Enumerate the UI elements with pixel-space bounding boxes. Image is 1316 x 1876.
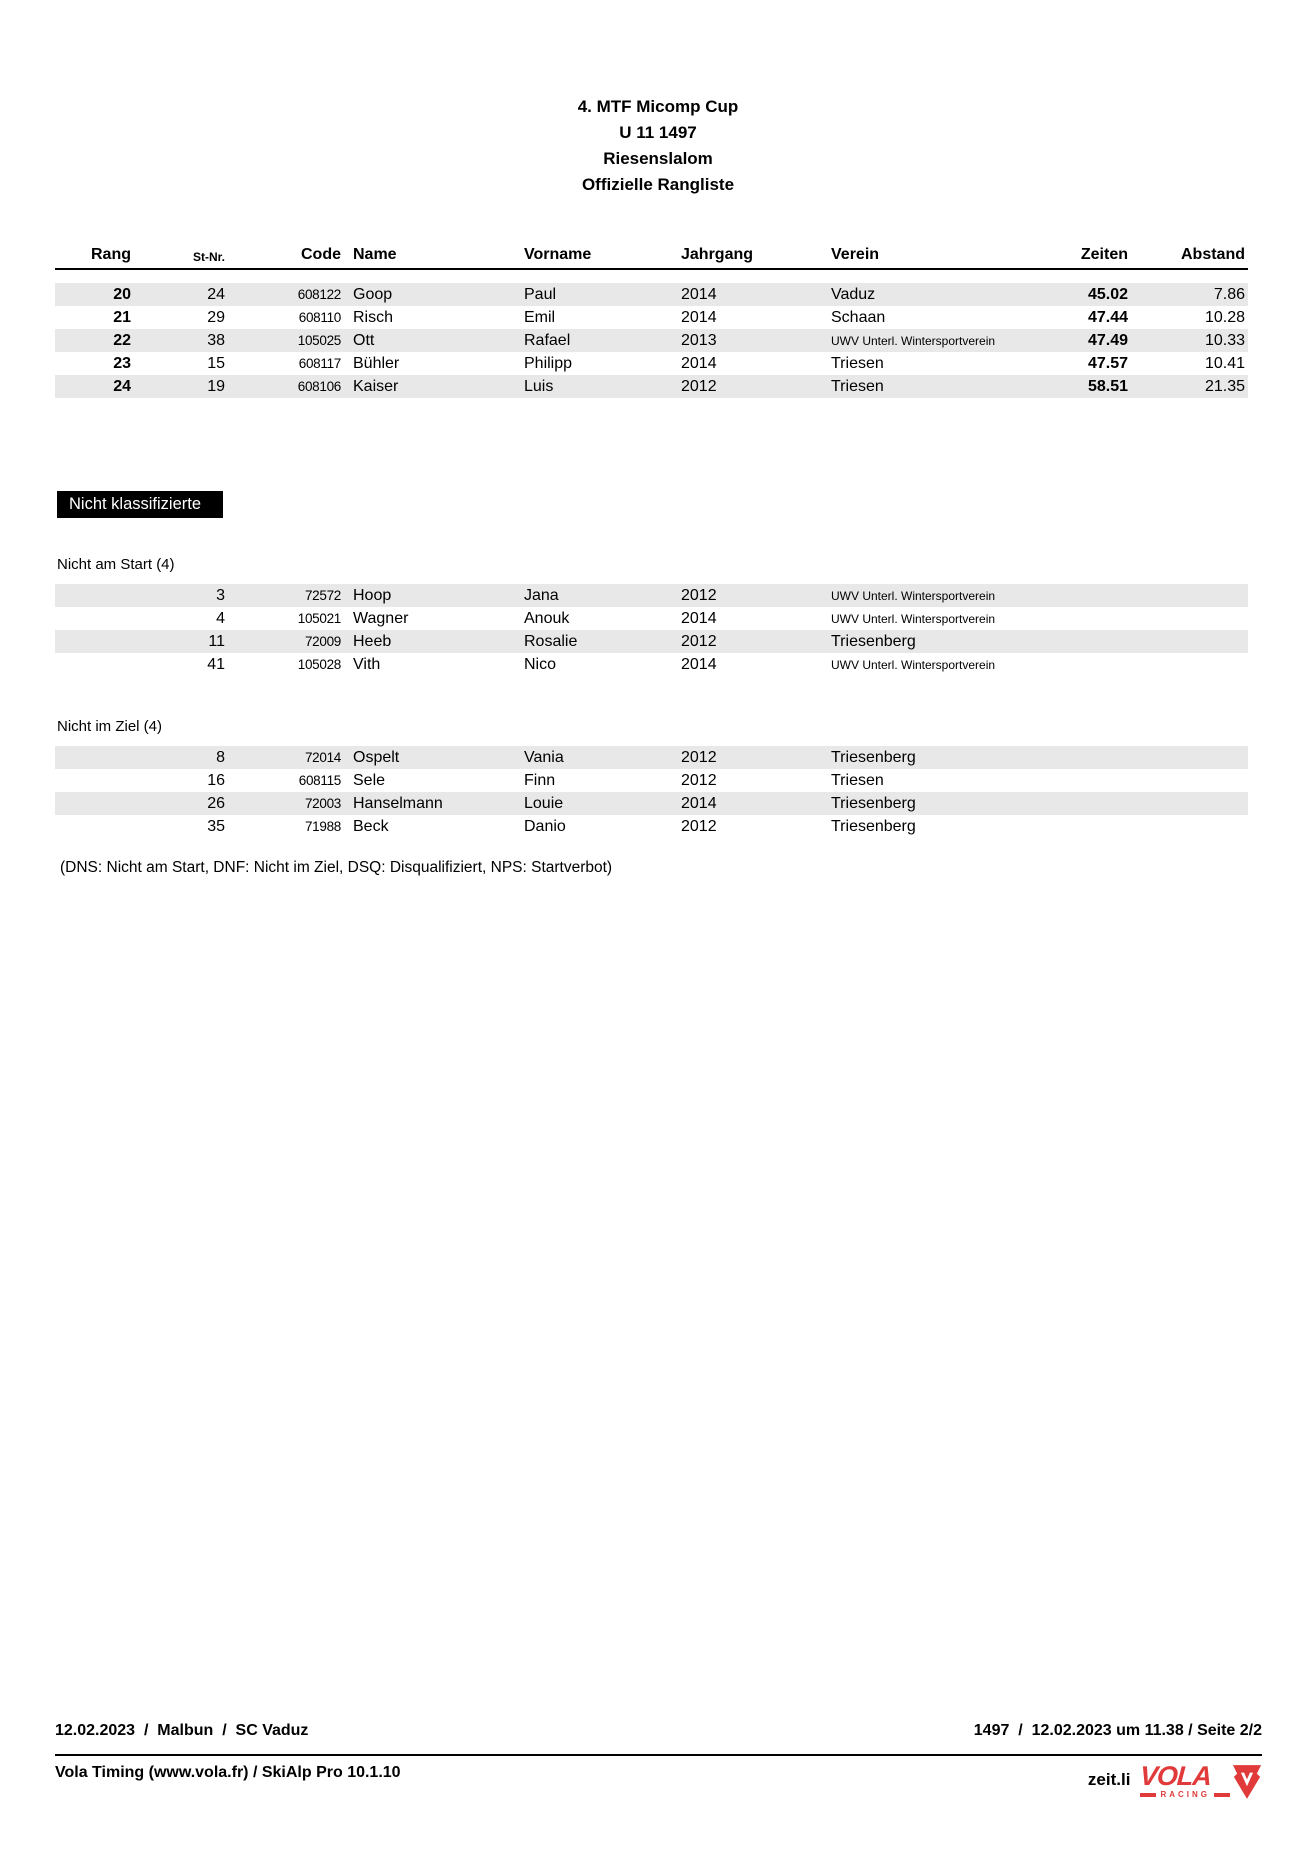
cell-stnr: 26	[207, 795, 225, 812]
cell-verein: UWV Unterl. Wintersportverein	[831, 334, 996, 348]
cell-name: Vith	[353, 656, 381, 673]
table-row	[55, 769, 1248, 792]
not-classified-badge: Nicht klassifizierte	[57, 491, 223, 518]
cell-jahrgang: 2012	[681, 818, 717, 835]
cell-verein: Triesenberg	[831, 749, 916, 766]
title-block	[0, 94, 1316, 198]
cell-verein: UWV Unterl. Wintersportverein	[831, 612, 996, 626]
vola-logo	[1139, 1761, 1262, 1805]
cell-name: Ospelt	[353, 749, 400, 766]
cell-jahrgang: 2012	[681, 633, 717, 650]
cell-name: Heeb	[353, 633, 392, 650]
cell-code: 105025	[297, 333, 341, 348]
discipline-title: Riesenslalom	[603, 149, 713, 168]
footer-event-info: 12.02.2023 / Malbun / SC Vaduz	[55, 1722, 309, 1739]
cell-name: Bühler	[353, 355, 400, 372]
cell-name: Risch	[353, 309, 394, 326]
cell-jahrgang: 2014	[681, 309, 717, 326]
cell-name: Goop	[353, 286, 393, 303]
cell-code: 105021	[297, 611, 341, 626]
cell-jahrgang: 2014	[681, 286, 717, 303]
cell-verein: Triesenberg	[831, 795, 916, 812]
cell-verein: Triesenberg	[831, 818, 916, 835]
cell-code: 72014	[304, 750, 341, 765]
col-header-abstand: Abstand	[1181, 246, 1245, 263]
cell-stnr: 4	[216, 610, 225, 627]
category-title: U 11 1497	[619, 123, 697, 142]
cell-zeiten: 47.44	[1087, 309, 1128, 326]
cell-stnr: 11	[208, 633, 225, 650]
cell-vorname: Danio	[524, 818, 566, 835]
col-header-name: Name	[353, 246, 397, 263]
vola-subword: RACING	[1160, 1790, 1210, 1799]
cell-stnr: 16	[207, 772, 225, 789]
footer-branding	[1087, 1761, 1262, 1805]
cell-vorname: Nico	[524, 656, 557, 673]
cell-jahrgang: 2012	[681, 772, 717, 789]
footer-event-line	[55, 1722, 1262, 1740]
cell-vorname: Luis	[524, 378, 554, 395]
abbreviations-note: (DNS: Nicht am Start, DNF: Nicht im Ziel, DSQ: Disqualifiziert, NPS: Startverbot)	[60, 859, 613, 876]
cell-name: Sele	[353, 772, 386, 789]
cell-code: 608110	[298, 310, 341, 325]
cell-vorname: Paul	[524, 286, 557, 303]
cell-vorname: Vania	[524, 749, 564, 766]
col-header-zeiten: Zeiten	[1080, 246, 1128, 263]
cell-jahrgang: 2013	[681, 332, 717, 349]
table-row	[55, 607, 1248, 630]
results-table-rows	[55, 283, 1248, 398]
cell-stnr: 24	[207, 286, 225, 303]
cell-stnr: 38	[207, 332, 225, 349]
cell-verein: UWV Unterl. Wintersportverein	[831, 589, 996, 603]
cell-name: Hoop	[353, 587, 392, 604]
cell-stnr: 19	[207, 378, 225, 395]
cell-zeiten: 45.02	[1087, 286, 1128, 303]
cell-stnr: 8	[216, 749, 225, 766]
cell-code: 608115	[298, 773, 341, 788]
cell-abstand: 10.41	[1204, 355, 1245, 372]
col-header-vorname: Vorname	[524, 246, 592, 263]
cell-rang: 20	[113, 286, 131, 303]
vola-racing-line	[1140, 1790, 1230, 1799]
racing-bar-right	[1214, 1793, 1230, 1797]
cell-vorname: Philipp	[524, 355, 573, 372]
cell-jahrgang: 2014	[681, 656, 717, 673]
cell-name: Hanselmann	[353, 795, 443, 812]
cell-stnr: 29	[207, 309, 225, 326]
dns-rows	[55, 584, 1248, 676]
racing-bar-left	[1140, 1793, 1156, 1797]
col-header-code: Code	[301, 246, 341, 263]
cell-code: 72009	[304, 634, 341, 649]
cell-name: Kaiser	[353, 378, 399, 395]
cell-verein: Triesen	[831, 772, 884, 789]
col-header-stnr: St-Nr.	[192, 250, 225, 264]
vola-wordmark	[1139, 1761, 1230, 1799]
cell-rang: 23	[113, 355, 131, 372]
cell-stnr: 35	[207, 818, 225, 835]
footer-divider	[55, 1754, 1262, 1756]
table-row	[55, 815, 1248, 838]
cell-verein: UWV Unterl. Wintersportverein	[831, 658, 996, 672]
timing-site-label: zeit.li	[1087, 1770, 1131, 1789]
list-type-title: Offizielle Rangliste	[581, 175, 735, 194]
cell-abstand: 7.86	[1213, 286, 1245, 303]
cell-code: 608106	[297, 379, 341, 394]
cell-verein: Triesen	[831, 378, 884, 395]
table-row	[55, 746, 1248, 769]
cell-vorname: Anouk	[524, 610, 570, 627]
cell-vorname: Finn	[524, 772, 556, 789]
cell-abstand: 10.28	[1204, 309, 1245, 326]
cell-vorname: Jana	[524, 587, 559, 604]
cell-zeiten: 58.51	[1087, 378, 1128, 395]
cell-code: 105028	[297, 657, 341, 672]
cell-code: 608117	[298, 356, 341, 371]
cell-code: 608122	[297, 287, 341, 302]
cell-code: 71988	[304, 819, 341, 834]
cell-jahrgang: 2014	[681, 355, 717, 372]
cell-rang: 21	[113, 309, 131, 326]
cell-vorname: Louie	[524, 795, 564, 812]
cell-vorname: Rafael	[524, 332, 571, 349]
col-header-rang: Rang	[91, 246, 131, 263]
cell-stnr: 15	[207, 355, 225, 372]
table-row	[55, 306, 1248, 329]
cell-verein: Vaduz	[831, 286, 876, 303]
dnf-rows	[55, 746, 1248, 838]
cell-rang: 22	[113, 332, 131, 349]
col-header-verein: Verein	[831, 246, 880, 263]
table-row	[55, 375, 1248, 398]
cell-jahrgang: 2012	[681, 587, 717, 604]
footer-software-info: Vola Timing (www.vola.fr) / SkiAlp Pro 10.1.10	[55, 1764, 401, 1781]
cell-jahrgang: 2014	[681, 795, 717, 812]
footer-software-line	[55, 1761, 1262, 1805]
cell-jahrgang: 2012	[681, 749, 717, 766]
cell-name: Wagner	[353, 610, 409, 627]
vola-word: VOLA	[1139, 1761, 1213, 1791]
cell-name: Ott	[353, 332, 375, 349]
cell-vorname: Rosalie	[524, 633, 578, 650]
results-table	[55, 243, 1248, 398]
vola-shield-icon	[1232, 1764, 1262, 1805]
dnf-section-label: Nicht im Ziel (4)	[57, 718, 163, 735]
table-row	[55, 329, 1248, 352]
cell-zeiten: 47.57	[1087, 355, 1128, 372]
cell-zeiten: 47.49	[1087, 332, 1128, 349]
cell-code: 72572	[304, 588, 341, 603]
table-row	[55, 283, 1248, 306]
cell-vorname: Emil	[524, 309, 556, 326]
cell-rang: 24	[113, 378, 131, 395]
footer-page-info: 1497 / 12.02.2023 um 11.38 / Seite 2/2	[973, 1722, 1262, 1739]
cell-abstand: 10.33	[1204, 332, 1245, 349]
event-title: 4. MTF Micomp Cup	[577, 97, 739, 116]
table-row	[55, 352, 1248, 375]
results-table-header	[55, 243, 1248, 270]
table-row	[55, 792, 1248, 815]
table-row	[55, 630, 1248, 653]
cell-verein: Triesen	[831, 355, 884, 372]
cell-name: Beck	[353, 818, 389, 835]
cell-stnr: 41	[207, 656, 225, 673]
table-row	[55, 584, 1248, 607]
cell-jahrgang: 2012	[681, 378, 717, 395]
cell-abstand: 21.35	[1204, 378, 1245, 395]
col-header-jahrgang: Jahrgang	[681, 246, 754, 263]
cell-verein: Schaan	[831, 309, 886, 326]
cell-verein: Triesenberg	[831, 633, 916, 650]
cell-code: 72003	[304, 796, 341, 811]
table-row	[55, 653, 1248, 676]
cell-jahrgang: 2014	[681, 610, 717, 627]
dns-section-label: Nicht am Start (4)	[57, 556, 175, 573]
cell-stnr: 3	[216, 587, 225, 604]
